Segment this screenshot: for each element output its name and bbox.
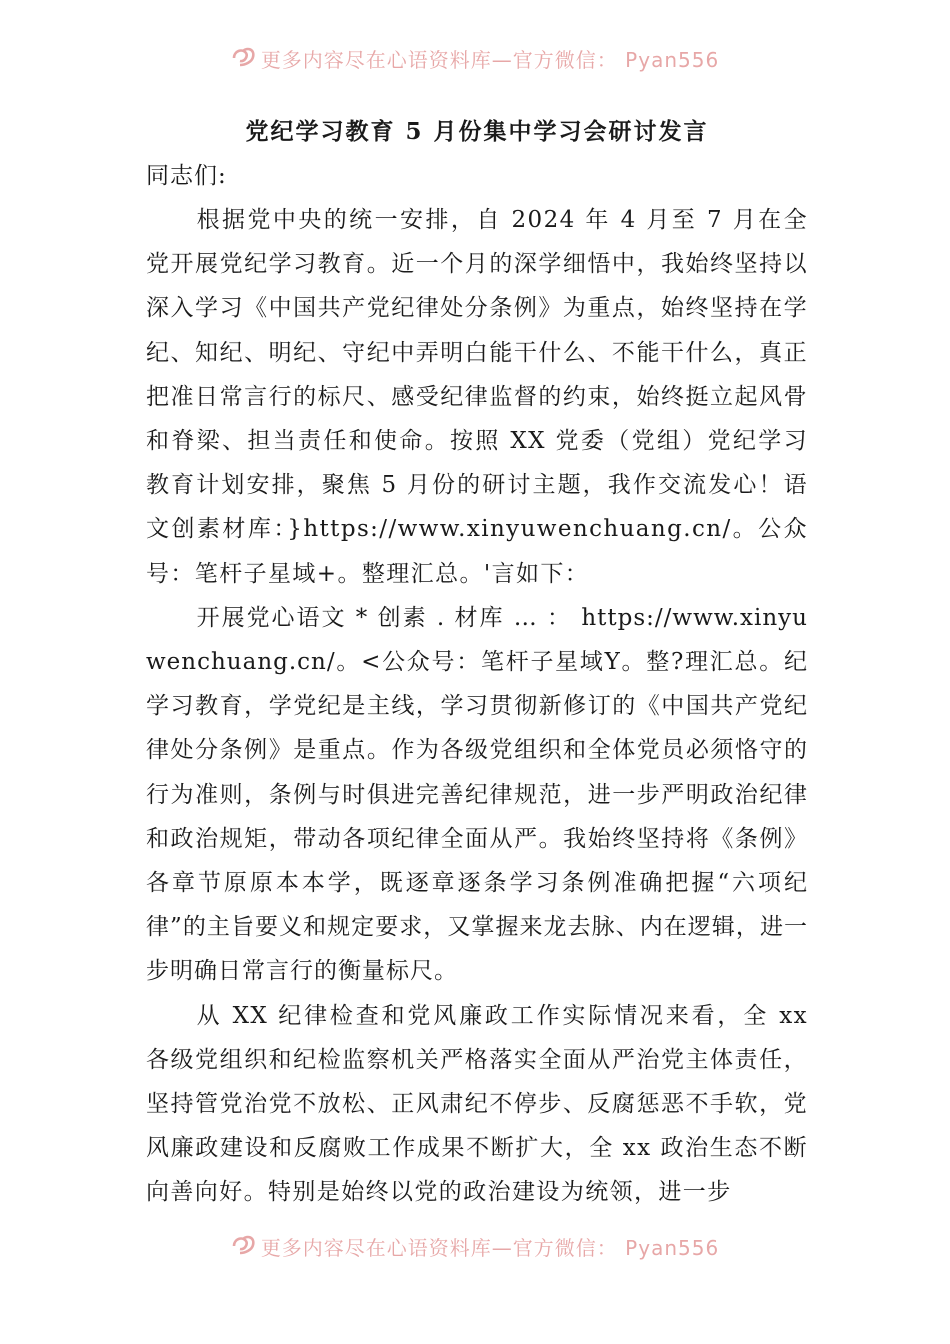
watermark-logo-icon: [231, 1233, 257, 1260]
watermark-text: 更多内容尽在心语资料库—官方微信： Pyan556: [260, 1236, 720, 1260]
greeting: 同志们:: [146, 163, 227, 189]
watermark-footer: [0, 1232, 950, 1261]
watermark-logo-icon: [231, 45, 257, 72]
watermark-text: 更多内容尽在心语资料库—官方微信： Pyan556: [260, 48, 720, 72]
paragraph: 开展党心语文 * 创素 . 材库 … ： https://www.xinyuwenchuang.cn/。<公众号：笔杆子星域Y。整?理汇总。纪学习教育，学党纪是主线，学习贯彻新修订的《中国共产党纪律处分条例》是重点。作为各级党组织和全体党员必须恪守的行为准则，条例与时俱进完善纪律规范，进一步严明政治纪律和政治规矩，带动各项纪律全面从严。我始终坚持将《条例》各章节原原本本学，既逐章逐条学习条例准确把握“六项纪律”的主旨要义和规定要求，又掌握来龙去脉、内在逻辑，进一步明确日常言行的衡量标尺。: [146, 604, 808, 985]
paragraph: 从 XX 纪律检查和党风廉政工作实际情况来看，全 xx 各级党组织和纪检监察机关严格落实全面从严治党主体责任，坚持管党治党不放松、正风肃纪不停步、反腐惩恶不手软，党风廉政建设和反腐败工作成果不断扩大，全 xx 政治生态不断向善向好。特别是始终以党的政治建设为统领，进一步: [146, 1002, 808, 1206]
watermark-header: [0, 44, 950, 73]
paragraph: 根据党中央的统一安排，自 2024 年 4 月至 7 月在全党开展党纪学习教育。近一个月的深学细悟中，我始终坚持以深入学习《中国共产党纪律处分条例》为重点，始终坚持在学纪、知纪、明纪、守纪中弄明白能干什么、不能干什么，真正把准日常言行的标尺、感受纪律监督的约束，始终挺立起风骨和脊梁、担当责任和使命。按照 XX 党委（党组）党纪学习教育计划安排，聚焦 5 月份的研讨主题，我作交流发心！语文创素材库：}https://www.xinyuwenchuang.cn/。公众号：笔杆子星域+。整理汇总。'言如下：: [146, 207, 808, 587]
document-body: [146, 110, 808, 1215]
document-title: 党纪学习教育 5 月份集中学习会研讨发言: [245, 118, 709, 145]
